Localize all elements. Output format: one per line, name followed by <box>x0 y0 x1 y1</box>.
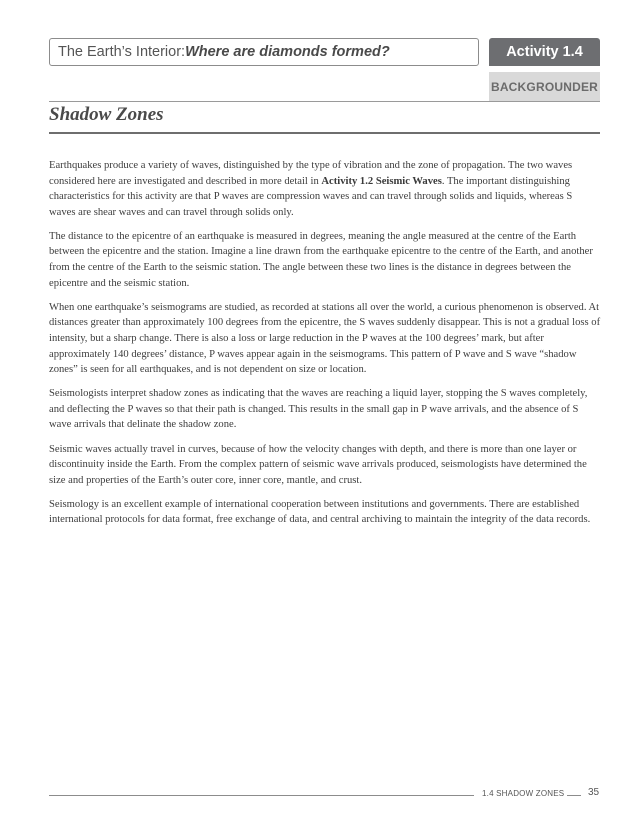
body-text <box>49 158 601 536</box>
section-title-divider <box>49 132 600 134</box>
backgrounder-label: BACKGROUNDER <box>489 72 600 102</box>
paragraph-5: Seismic waves actually travel in curves, because of how the velocity changes with depth, and there is more than one layer or discontinuity inside the Earth. From the complex pattern of seismic wave arrivals produced, seismologists have determined the size and properties of the Earth’s outer core, inner core, mantle, and crust. <box>49 443 587 486</box>
section-title: Shadow Zones <box>49 104 164 125</box>
footer-divider-right <box>567 795 581 796</box>
footer-section-label: 1.4 SHADOW ZONES <box>482 789 565 798</box>
paragraph-2: The distance to the epicentre of an earthquake is measured in degrees, meaning the angle measured at the centre of the Earth between the epicentre and the station. Imagine a line drawn from the earthquake epicentre to the centre of the Earth, and another from the centre of the Earth to the seismic station. The angle between these two lines is the distance in degrees between the epicentre and the seismic station. <box>49 230 593 289</box>
footer-divider-left <box>49 795 474 796</box>
header-title-box <box>49 38 479 66</box>
paragraph-3: When one earthquake’s seismograms are studied, as recorded at stations all over the world, a curious phenomenon is observed. At distances greater than approximately 100 degrees from the epicentre, the S waves suddenly disappear. This is not a gradual loss of intensity, but a sharp change. There is also a loss or large reduction in the P waves at the 100 degrees’ mark, but after approximately 140 degrees’ distance, P waves appear again in the seismograms. This pattern of P wave and S wave “shadow zones” is seen for all earthquakes, and is not dependent on size or location. <box>49 301 601 376</box>
header-title-question: Where are diamonds formed? <box>185 44 390 60</box>
paragraph-6: Seismology is an excellent example of international cooperation between institutions and governments. There are established international protocols for data format, free exchange of data, and central archiving to maintain the integrity of the data records. <box>49 498 591 526</box>
header-title-prefix: The Earth’s Interior: <box>58 44 186 60</box>
paragraph-4: Seismologists interpret shadow zones as indicating that the waves are reaching a liquid layer, stopping the S waves completely, and deflecting the P waves so that their path is changed. This results in the small gap in P wave arrivals, and the absence of S wave arrivals that delinate the shadow zone. <box>49 388 588 431</box>
paragraph-1 <box>49 158 601 220</box>
activity-tab: Activity 1.4 <box>489 38 600 66</box>
header-divider <box>49 101 600 102</box>
activity-reference: Activity 1.2 Seismic Waves <box>321 175 442 187</box>
paragraph-1-start: Earthquakes produce a variety of waves, distinguished by the type of vibration and the zone of propagation. The two waves considered here are investigated and described in more detail in <box>49 160 573 187</box>
paragraph-1-end: . The important distinguishing characteristics for this activity are that P waves are compression waves and can travel through solids and liquids, whereas S waves are shear waves and can travel through solids only. <box>49 175 573 218</box>
page-number: 35 <box>588 787 600 798</box>
